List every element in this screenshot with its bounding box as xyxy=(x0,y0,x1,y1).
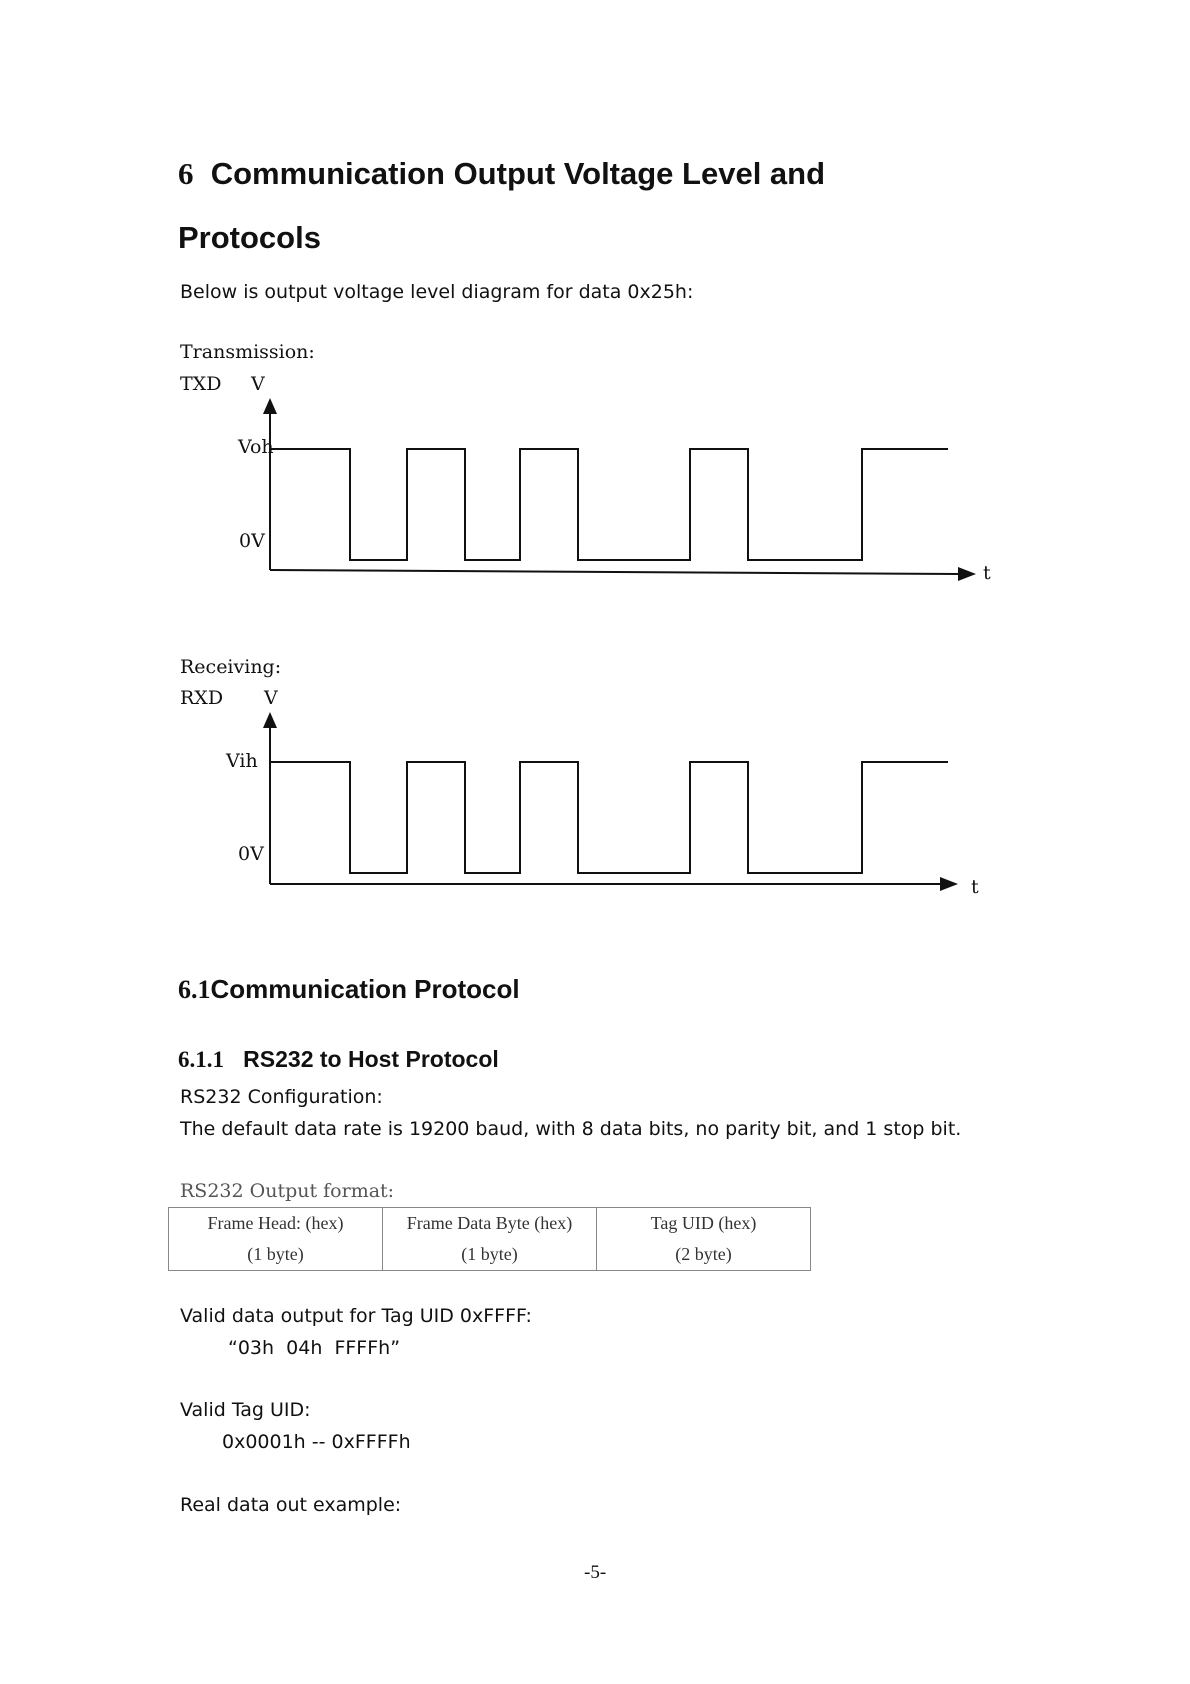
section-heading-line1 xyxy=(178,156,825,192)
section-6-1-1-title: RS232 to Host Protocol xyxy=(243,1046,499,1072)
frame-head-cell xyxy=(169,1208,383,1271)
vih-label: Vih xyxy=(226,750,258,772)
section-6-1-title: Communication Protocol xyxy=(210,974,520,1004)
rxd-label: RXD xyxy=(180,687,224,709)
page-number: -5- xyxy=(584,1562,607,1583)
intro-text: Below is output voltage level diagram for data 0x25h: xyxy=(180,281,694,303)
real-data-label: Real data out example: xyxy=(180,1494,402,1516)
frame-data-byte-label: Frame Data Byte (hex) xyxy=(406,1213,573,1233)
valid-uid-label: Valid Tag UID: xyxy=(180,1399,311,1421)
txd-0v-label: 0V xyxy=(239,530,265,552)
frame-head-size: (1 byte) xyxy=(247,1244,304,1264)
rxd-v-axis-label: V xyxy=(264,687,278,709)
rxd-x-arrow xyxy=(940,877,958,891)
rxd-0v-label: 0V xyxy=(238,843,264,865)
tag-uid-cell xyxy=(597,1208,811,1271)
section-title-line1: Communication Output Voltage Level and xyxy=(210,156,826,191)
valid-uid-value: 0x0001h -- 0xFFFFh xyxy=(222,1431,411,1453)
section-number: 6 xyxy=(178,156,194,191)
section-title-line2: Protocols xyxy=(178,220,321,255)
valid-output-label: Valid data output for Tag UID 0xFFFF: xyxy=(180,1305,532,1327)
valid-output-value: “03h 04h FFFFh” xyxy=(228,1337,401,1359)
txd-y-arrow xyxy=(263,398,277,414)
frame-data-byte-size: (1 byte) xyxy=(461,1244,518,1264)
table-row xyxy=(169,1208,811,1271)
txd-label: TXD xyxy=(180,373,222,395)
rxd-y-arrow xyxy=(263,712,277,728)
section-6-1-1-number: 6.1.1 xyxy=(178,1047,224,1072)
section-6-1-heading xyxy=(178,974,520,1005)
rs232-config-text: The default data rate is 19200 baud, with 8 data bits, no parity bit, and 1 stop bit. xyxy=(180,1118,962,1140)
rs232-output-format-table xyxy=(168,1207,811,1271)
section-6-1-1-heading xyxy=(178,1046,499,1073)
txd-t-axis-label: t xyxy=(983,562,991,584)
output-format-label: RS232 Output format: xyxy=(180,1180,395,1202)
rxd-signal-trace xyxy=(270,762,948,873)
txd-x-axis xyxy=(270,570,960,574)
frame-data-byte-cell xyxy=(383,1208,597,1271)
section-6-1-number: 6.1 xyxy=(178,975,211,1004)
tag-uid-label: Tag UID (hex) xyxy=(650,1213,757,1233)
txd-x-arrow xyxy=(958,567,976,581)
txd-v-axis-label: V xyxy=(251,373,265,395)
rxd-t-axis-label: t xyxy=(971,876,979,898)
txd-signal-trace xyxy=(270,449,948,560)
tag-uid-size: (2 byte) xyxy=(675,1244,732,1264)
frame-head-label: Frame Head: (hex) xyxy=(207,1213,344,1233)
transmission-caption: Transmission: xyxy=(180,341,315,363)
receiving-caption: Receiving: xyxy=(180,656,282,678)
voh-label: Voh xyxy=(238,436,274,458)
rs232-config-label: RS232 Configuration: xyxy=(180,1086,383,1108)
